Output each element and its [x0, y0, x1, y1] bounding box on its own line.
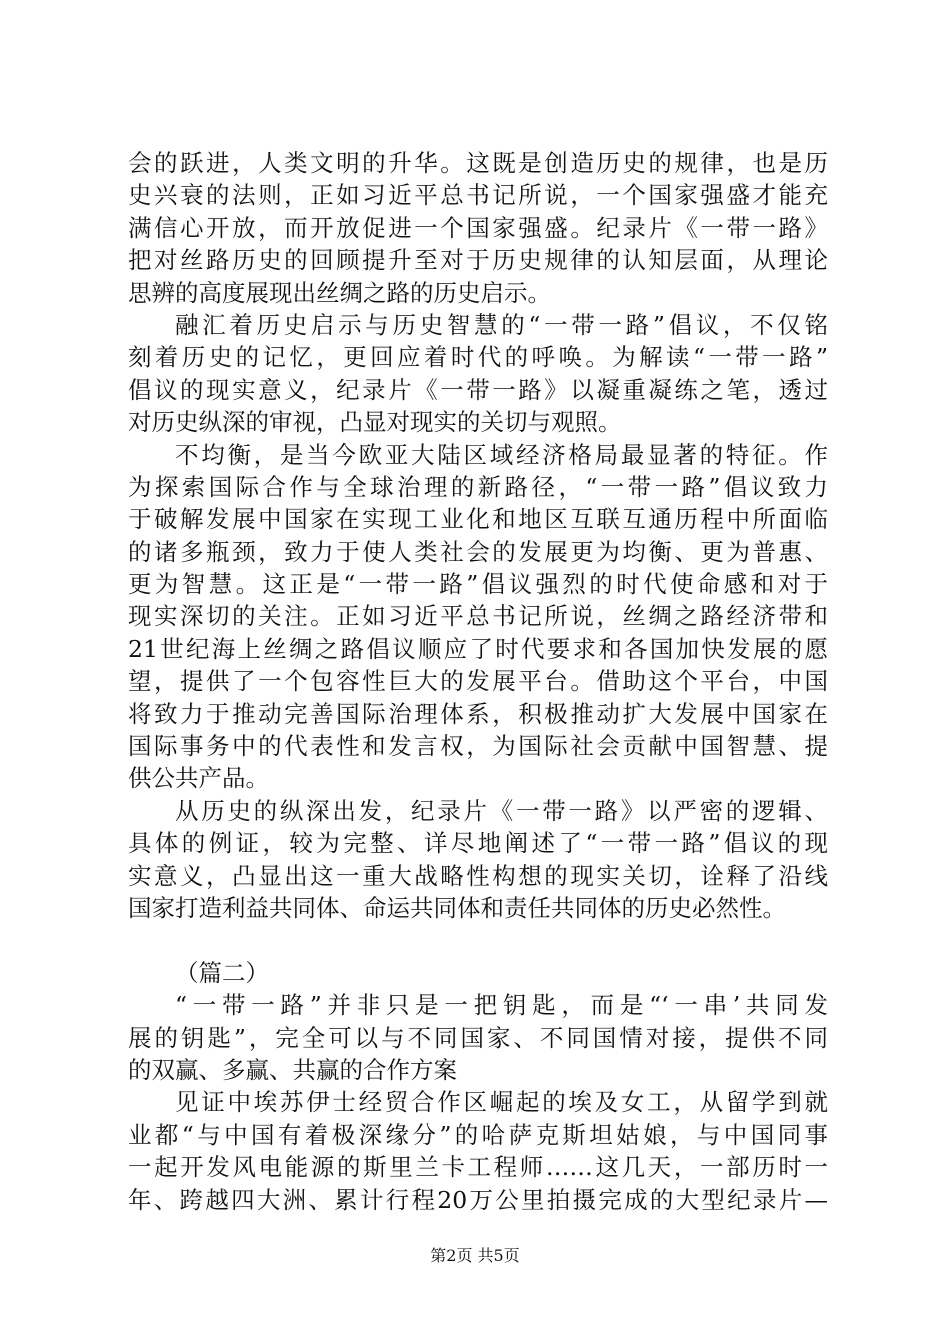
blank-line — [128, 924, 828, 956]
text-line: 展的钥匙”，完全可以与不同国家、不同国情对接，提供不同 — [128, 1023, 828, 1052]
text-line: 从历史的纵深出发，纪录片《一带一路》以严密的逻辑、 — [175, 796, 828, 825]
text-line: 见证中埃苏伊士经贸合作区崛起的埃及女工，从留学到就 — [175, 1088, 828, 1117]
text-line: 供公共产品。 — [128, 764, 269, 793]
paragraph-2 — [128, 309, 828, 439]
text-line: 实意义，凸显出这一重大战略性构想的现实关切，诠释了沿线 — [128, 861, 828, 890]
text-line: 更为智慧。这正是“一带一路”倡议强烈的时代使命感和对于 — [128, 570, 828, 599]
text-line: 满信心开放，而开放促进一个国家强盛。纪录片《一带一路》 — [128, 213, 828, 242]
text-line: 业都“与中国有着极深缘分”的哈萨克斯坦姑娘，与中国同事 — [128, 1120, 828, 1149]
text-line: 倡议的现实意义，纪录片《一带一路》以凝重凝练之笔，透过 — [128, 375, 828, 404]
text-line: 一起开发风电能源的斯里兰卡工程师……这几天，一部历时一 — [128, 1153, 828, 1182]
text-line: 不均衡，是当今欧亚大陆区域经济格局最显著的特征。作 — [175, 440, 828, 469]
section-heading: （篇二） — [175, 958, 269, 987]
text-line: 具体的例证，较为完整、详尽地阐述了“一带一路”倡议的现 — [128, 829, 828, 858]
text-line: “一带一路”并非只是一把钥匙，而是“‘一串’共同发 — [175, 991, 828, 1020]
text-line: 的诸多瓶颈，致力于使人类社会的发展更为均衡、更为普惠、 — [128, 537, 828, 566]
page-number-footer: 第2页 共5页 — [430, 1246, 520, 1265]
paragraph-4 — [128, 795, 828, 925]
text-line: 将致力于推动完善国际治理体系，积极推动扩大发展中国家在 — [128, 699, 828, 728]
paragraph-3 — [128, 439, 828, 795]
text-line: 思辨的高度展现出丝绸之路的历史启示。 — [128, 278, 551, 307]
text-line: 为探索国际合作与全球治理的新路径，“一带一路”倡议致力 — [128, 472, 828, 501]
text-line: 现实深切的关注。正如习近平总书记所说，丝绸之路经济带和 — [128, 602, 828, 631]
text-line: 对历史纵深的审视，凸显对现实的关切与观照。 — [128, 408, 622, 437]
text-line: 会的跃进，人类文明的升华。这既是创造历史的规律，也是历 — [128, 149, 828, 177]
text-line: 国家打造利益共同体、命运共同体和责任共同体的历史必然性。 — [128, 893, 786, 922]
paragraph-6 — [128, 1086, 828, 1216]
text-line: 于破解发展中国家在实现工业化和地区互联互通历程中所面临 — [128, 505, 828, 534]
paragraph-5 — [128, 989, 828, 1086]
text-line: 史兴衰的法则，正如习近平总书记所说，一个国家强盛才能充 — [128, 181, 828, 210]
text-line: 21世纪海上丝绸之路倡议顺应了时代要求和各国加快发展的愿 — [128, 634, 828, 663]
text-line: 刻着历史的记忆，更回应着时代的呼唤。为解读“一带一路” — [128, 343, 828, 372]
document-body — [128, 147, 828, 1216]
text-line: 年、跨越四大洲、累计行程20万公里拍摄完成的大型纪录片— — [128, 1185, 828, 1214]
text-line: 融汇着历史启示与历史智慧的“一带一路”倡议，不仅铭 — [175, 310, 828, 339]
text-line: 国际事务中的代表性和发言权，为国际社会贡献中国智慧、提 — [128, 732, 828, 761]
paragraph-1 — [128, 147, 828, 309]
text-line: 的双赢、多赢、共赢的合作方案 — [128, 1055, 457, 1084]
text-line: 望，提供了一个包容性巨大的发展平台。借助这个平台，中国 — [128, 667, 828, 696]
text-line: 把对丝路历史的回顾提升至对于历史规律的认知层面，从理论 — [128, 246, 828, 275]
